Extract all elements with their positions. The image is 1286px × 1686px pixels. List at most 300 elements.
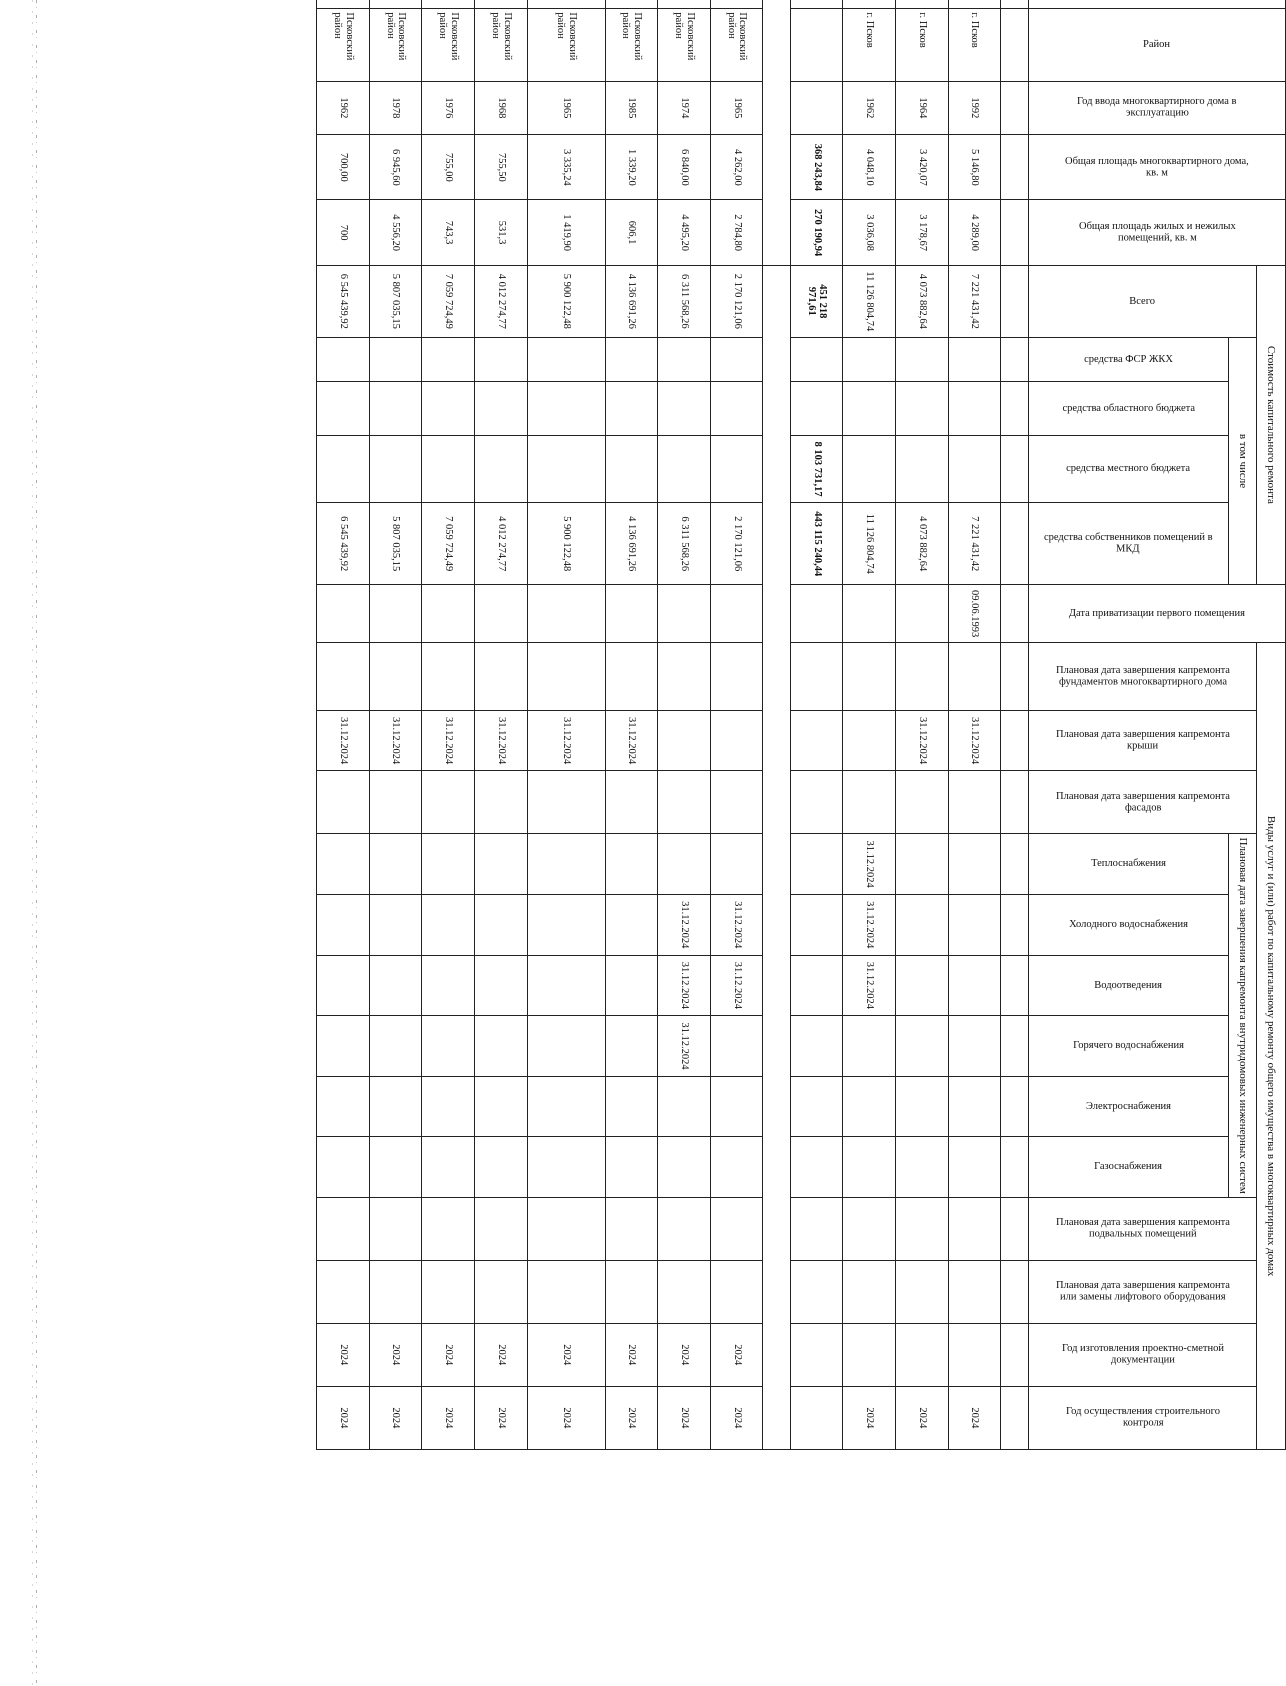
cell-control: 2024 bbox=[605, 1386, 658, 1449]
cell-premises bbox=[1001, 200, 1028, 265]
cell-total: 4 012 274,77 bbox=[475, 265, 528, 337]
cell-facade bbox=[422, 771, 475, 834]
header-cost-total: Всего bbox=[1028, 265, 1257, 337]
header-year-built: Год ввода многоквартирного дома в эксплуатацию bbox=[1028, 81, 1285, 135]
cell-year: 1974 bbox=[658, 81, 711, 135]
cell-premises: 700 bbox=[317, 200, 370, 265]
cell-control: 2024 bbox=[658, 1386, 711, 1449]
cell-hot bbox=[896, 1016, 949, 1077]
cell-design: 2024 bbox=[369, 1323, 422, 1386]
cell-control: 2024 bbox=[896, 1386, 949, 1449]
cell-heating bbox=[605, 834, 658, 895]
cell-fund bbox=[843, 337, 896, 381]
cell-cold bbox=[317, 894, 370, 955]
cell-elec bbox=[710, 1076, 763, 1137]
cell-area: 4 262,00 bbox=[710, 135, 763, 200]
cell-elevator bbox=[948, 1260, 1001, 1323]
total-empty-cell bbox=[790, 337, 843, 381]
cell-regional bbox=[1001, 382, 1028, 436]
cell-cold bbox=[422, 894, 475, 955]
cell-fund bbox=[369, 337, 422, 381]
total-premises: 270 190,94 bbox=[790, 200, 843, 265]
cell-owners: 6 545 439,92 bbox=[317, 503, 370, 585]
cell-heating bbox=[317, 834, 370, 895]
cell-priv bbox=[658, 585, 711, 643]
cell-roof: 31.12.2024 bbox=[317, 710, 370, 771]
cell-facade bbox=[527, 771, 605, 834]
cell-cold bbox=[605, 894, 658, 955]
cell-gas bbox=[605, 1137, 658, 1198]
cell-heating bbox=[896, 834, 949, 895]
cell-priv bbox=[317, 585, 370, 643]
header-fund: средства ФСР ЖКХ bbox=[1028, 337, 1228, 381]
total-empty-cell bbox=[790, 643, 843, 711]
cell-owners: 2 170 121,06 bbox=[710, 503, 763, 585]
header-drainage: Водоотведения bbox=[1028, 955, 1228, 1016]
total-empty-cell bbox=[790, 955, 843, 1016]
cell-elec bbox=[896, 1076, 949, 1137]
cell-total: 2 170 121,06 bbox=[710, 265, 763, 337]
total-empty-cell bbox=[790, 1260, 843, 1323]
table-row bbox=[422, 0, 475, 1450]
cell-control: 2024 bbox=[369, 1386, 422, 1449]
cell-priv bbox=[369, 585, 422, 643]
section-row bbox=[763, 0, 790, 1450]
cell-regional bbox=[475, 382, 528, 436]
header-electricity: Электроснабжения bbox=[1028, 1076, 1228, 1137]
cell-roof: 31.12.2024 bbox=[605, 710, 658, 771]
total-empty-cell bbox=[790, 1323, 843, 1386]
total-empty-cell bbox=[790, 382, 843, 436]
cell-control bbox=[1001, 1386, 1028, 1449]
cell-heating bbox=[658, 834, 711, 895]
cell-elevator bbox=[896, 1260, 949, 1323]
cell-design bbox=[1001, 1323, 1028, 1386]
cell-basement bbox=[527, 1197, 605, 1260]
cell-fund bbox=[710, 337, 763, 381]
cell-type bbox=[1001, 0, 1028, 9]
cell-roof bbox=[1001, 710, 1028, 771]
cell-year bbox=[1001, 81, 1028, 135]
cell-premises: 743,3 bbox=[422, 200, 475, 265]
cell-roof: 31.12.2024 bbox=[369, 710, 422, 771]
cell-area: 755,50 bbox=[475, 135, 528, 200]
header-cost-group: Стоимость капитального ремонта bbox=[1257, 265, 1286, 584]
cell-hot bbox=[605, 1016, 658, 1077]
cell-owners: 4 136 691,26 bbox=[605, 503, 658, 585]
cell-roof: 31.12.2024 bbox=[527, 710, 605, 771]
cell-local bbox=[527, 435, 605, 503]
cell-elevator bbox=[710, 1260, 763, 1323]
cell-heating bbox=[948, 834, 1001, 895]
cell-gas bbox=[475, 1137, 528, 1198]
total-total: 451 218 971,61 bbox=[790, 265, 843, 337]
cell-drain bbox=[948, 955, 1001, 1016]
header-basement: Плановая дата завершения капремонта подвальных помещений bbox=[1028, 1197, 1257, 1260]
cell-fund bbox=[527, 337, 605, 381]
cell-district bbox=[1001, 9, 1028, 81]
cell-fund bbox=[948, 337, 1001, 381]
cell-foundation bbox=[605, 643, 658, 711]
cell-area: 700,00 bbox=[317, 135, 370, 200]
cell-elec bbox=[422, 1076, 475, 1137]
cell-elec bbox=[948, 1076, 1001, 1137]
cell-priv bbox=[843, 585, 896, 643]
cell-elevator bbox=[369, 1260, 422, 1323]
capital-repair-table-sheet bbox=[316, 0, 1286, 1450]
header-premises-area: Общая площадь жилых и нежилых помещений, кв. м bbox=[1028, 200, 1285, 265]
cell-priv bbox=[422, 585, 475, 643]
header-owners: средства собственников помещений в МКД bbox=[1028, 503, 1228, 585]
cell-cold bbox=[527, 894, 605, 955]
cell-area: 1 339,20 bbox=[605, 135, 658, 200]
cell-owners: 4 012 274,77 bbox=[475, 503, 528, 585]
cell-gas bbox=[710, 1137, 763, 1198]
cell-heating bbox=[1001, 834, 1028, 895]
total-empty-cell bbox=[790, 834, 843, 895]
cell-type bbox=[710, 0, 763, 9]
cell-total: 6 311 568,26 bbox=[658, 265, 711, 337]
cell-year: 1962 bbox=[317, 81, 370, 135]
cell-year: 1976 bbox=[422, 81, 475, 135]
cell-hot bbox=[317, 1016, 370, 1077]
scan-edge-shadow bbox=[32, 0, 33, 1686]
cell-hot bbox=[527, 1016, 605, 1077]
cell-type bbox=[948, 0, 1001, 9]
cell-gas bbox=[317, 1137, 370, 1198]
cell-elevator bbox=[1001, 1260, 1028, 1323]
cell-priv: 09.06.1993 bbox=[948, 585, 1001, 643]
cell-area: 3 335,24 bbox=[527, 135, 605, 200]
cell-facade bbox=[658, 771, 711, 834]
header-works-group: Виды услуг и (или) работ по капитальному ремонту общего имущества в многоквартирных домах bbox=[1257, 643, 1286, 1450]
table-row bbox=[369, 0, 422, 1450]
total-area: 368 243,84 bbox=[790, 135, 843, 200]
cell-total: 11 126 804,74 bbox=[843, 265, 896, 337]
cell-cold bbox=[948, 894, 1001, 955]
cell-foundation bbox=[948, 643, 1001, 711]
cell-owners bbox=[1001, 503, 1028, 585]
header-gas: Газоснабжения bbox=[1028, 1137, 1228, 1198]
cell-foundation bbox=[896, 643, 949, 711]
cell-basement bbox=[475, 1197, 528, 1260]
cell-year: 1965 bbox=[710, 81, 763, 135]
cell-control: 2024 bbox=[843, 1386, 896, 1449]
cell-hot bbox=[710, 1016, 763, 1077]
cell-type bbox=[317, 0, 370, 9]
cell-drain bbox=[896, 955, 949, 1016]
cell-priv bbox=[896, 585, 949, 643]
cell-facade bbox=[948, 771, 1001, 834]
cell-year: 1992 bbox=[948, 81, 1001, 135]
section-empty bbox=[763, 265, 790, 1449]
cell-owners: 5 900 122,48 bbox=[527, 503, 605, 585]
cell-basement bbox=[658, 1197, 711, 1260]
cell-foundation bbox=[369, 643, 422, 711]
cell-heating bbox=[475, 834, 528, 895]
cell-gas bbox=[369, 1137, 422, 1198]
cell-owners: 7 221 431,42 bbox=[948, 503, 1001, 585]
header-including: в том числе bbox=[1228, 337, 1257, 584]
cell-fund bbox=[896, 337, 949, 381]
header-roof: Плановая дата завершения капремонта крыши bbox=[1028, 710, 1257, 771]
cell-owners: 5 807 035,15 bbox=[369, 503, 422, 585]
cell-local bbox=[317, 435, 370, 503]
table-row bbox=[843, 0, 896, 1450]
total-empty-cell bbox=[790, 1076, 843, 1137]
cell-area bbox=[1001, 135, 1028, 200]
cell-elevator bbox=[317, 1260, 370, 1323]
cell-premises: 1 419,90 bbox=[527, 200, 605, 265]
cell-premises: 4 556,20 bbox=[369, 200, 422, 265]
cell-type bbox=[605, 0, 658, 9]
cell-type bbox=[422, 0, 475, 9]
cell-district: Псковский район bbox=[422, 9, 475, 81]
table-row bbox=[1001, 0, 1028, 1450]
cell-control: 2024 bbox=[948, 1386, 1001, 1449]
cell-foundation bbox=[658, 643, 711, 711]
cell-district: Псковский район bbox=[605, 9, 658, 81]
cell-basement bbox=[710, 1197, 763, 1260]
cell-regional bbox=[369, 382, 422, 436]
cell-local bbox=[369, 435, 422, 503]
cell-fund bbox=[317, 337, 370, 381]
cell-owners: 4 073 882,64 bbox=[896, 503, 949, 585]
cell-elec bbox=[1001, 1076, 1028, 1137]
cell-elevator bbox=[422, 1260, 475, 1323]
cell-premises: 606,1 bbox=[605, 200, 658, 265]
header-privatization: Дата приватизации первого помещения bbox=[1028, 585, 1285, 643]
section-title bbox=[763, 0, 790, 265]
cell-area: 6 840,00 bbox=[658, 135, 711, 200]
header-control-year: Год осуществления строительного контроля bbox=[1028, 1386, 1257, 1449]
cell-elec bbox=[605, 1076, 658, 1137]
header-type bbox=[1028, 0, 1285, 9]
cell-basement bbox=[605, 1197, 658, 1260]
cell-roof bbox=[710, 710, 763, 771]
cell-facade bbox=[475, 771, 528, 834]
header-regional: средства областного бюджета bbox=[1028, 382, 1228, 436]
cell-regional bbox=[710, 382, 763, 436]
cell-roof: 31.12.2024 bbox=[422, 710, 475, 771]
cell-local bbox=[710, 435, 763, 503]
cell-cold: 31.12.2024 bbox=[843, 894, 896, 955]
total-empty-cell bbox=[790, 9, 843, 81]
total-empty-cell bbox=[790, 710, 843, 771]
cell-elec bbox=[658, 1076, 711, 1137]
cell-facade bbox=[710, 771, 763, 834]
cell-owners: 6 311 568,26 bbox=[658, 503, 711, 585]
cell-priv bbox=[710, 585, 763, 643]
cell-gas bbox=[527, 1137, 605, 1198]
header-systems-group: Плановая дата завершения капремонта внутридомовых инженерных систем bbox=[1228, 834, 1257, 1198]
cell-elec bbox=[475, 1076, 528, 1137]
cell-fund bbox=[475, 337, 528, 381]
total-empty-cell bbox=[790, 585, 843, 643]
cell-drain: 31.12.2024 bbox=[843, 955, 896, 1016]
cell-local bbox=[896, 435, 949, 503]
cell-total: 5 900 122,48 bbox=[527, 265, 605, 337]
table-row bbox=[658, 0, 711, 1450]
cell-local bbox=[605, 435, 658, 503]
total-empty-cell bbox=[790, 0, 843, 9]
cell-basement bbox=[317, 1197, 370, 1260]
cell-elec bbox=[369, 1076, 422, 1137]
table-row bbox=[710, 0, 763, 1450]
cell-local bbox=[948, 435, 1001, 503]
cell-type bbox=[475, 0, 528, 9]
cell-priv bbox=[475, 585, 528, 643]
cell-hot bbox=[422, 1016, 475, 1077]
cell-basement bbox=[422, 1197, 475, 1260]
cell-foundation bbox=[843, 643, 896, 711]
cell-district: Псковский район bbox=[658, 9, 711, 81]
cell-regional bbox=[605, 382, 658, 436]
cell-type bbox=[896, 0, 949, 9]
cell-hot: 31.12.2024 bbox=[658, 1016, 711, 1077]
cell-control: 2024 bbox=[710, 1386, 763, 1449]
cell-type bbox=[369, 0, 422, 9]
cell-design bbox=[843, 1323, 896, 1386]
cell-control: 2024 bbox=[475, 1386, 528, 1449]
cell-regional bbox=[896, 382, 949, 436]
cell-premises: 4 495,20 bbox=[658, 200, 711, 265]
cell-gas bbox=[658, 1137, 711, 1198]
cell-priv bbox=[605, 585, 658, 643]
total-empty-cell bbox=[790, 1197, 843, 1260]
cell-heating bbox=[369, 834, 422, 895]
cell-year: 1965 bbox=[527, 81, 605, 135]
cell-district: Псковский район bbox=[527, 9, 605, 81]
cell-priv bbox=[527, 585, 605, 643]
cell-design: 2024 bbox=[317, 1323, 370, 1386]
cell-cold bbox=[369, 894, 422, 955]
cell-premises: 531,3 bbox=[475, 200, 528, 265]
table-row bbox=[527, 0, 605, 1450]
cell-elec bbox=[317, 1076, 370, 1137]
cell-cold bbox=[1001, 894, 1028, 955]
cell-fund bbox=[658, 337, 711, 381]
total-empty-cell bbox=[790, 894, 843, 955]
cell-design: 2024 bbox=[527, 1323, 605, 1386]
cell-priv bbox=[1001, 585, 1028, 643]
cell-area: 3 420,07 bbox=[896, 135, 949, 200]
cell-control: 2024 bbox=[527, 1386, 605, 1449]
cell-roof bbox=[658, 710, 711, 771]
cell-area: 755,00 bbox=[422, 135, 475, 200]
cell-regional bbox=[317, 382, 370, 436]
total-empty-cell bbox=[790, 1137, 843, 1198]
header-local: средства местного бюджета bbox=[1028, 435, 1228, 503]
cell-elevator bbox=[658, 1260, 711, 1323]
cell-basement bbox=[369, 1197, 422, 1260]
cell-year: 1964 bbox=[896, 81, 949, 135]
cell-roof bbox=[843, 710, 896, 771]
cell-gas bbox=[422, 1137, 475, 1198]
table-row bbox=[605, 0, 658, 1450]
scan-edge bbox=[36, 0, 37, 1686]
cell-basement bbox=[1001, 1197, 1028, 1260]
total-empty-cell bbox=[790, 1386, 843, 1449]
cell-design bbox=[948, 1323, 1001, 1386]
cell-heating bbox=[710, 834, 763, 895]
cell-drain bbox=[422, 955, 475, 1016]
cell-foundation bbox=[475, 643, 528, 711]
cell-total: 5 807 035,15 bbox=[369, 265, 422, 337]
cell-elevator bbox=[527, 1260, 605, 1323]
cell-elevator bbox=[605, 1260, 658, 1323]
cell-local bbox=[475, 435, 528, 503]
cell-drain: 31.12.2024 bbox=[658, 955, 711, 1016]
cell-elevator bbox=[843, 1260, 896, 1323]
cell-district: Псковский район bbox=[317, 9, 370, 81]
cell-facade bbox=[1001, 771, 1028, 834]
cell-owners: 11 126 804,74 bbox=[843, 503, 896, 585]
total-empty-cell bbox=[790, 81, 843, 135]
cell-design: 2024 bbox=[710, 1323, 763, 1386]
cell-area: 5 146,80 bbox=[948, 135, 1001, 200]
cell-drain bbox=[475, 955, 528, 1016]
cell-foundation bbox=[710, 643, 763, 711]
cell-cold bbox=[475, 894, 528, 955]
cell-control: 2024 bbox=[317, 1386, 370, 1449]
cell-elec bbox=[527, 1076, 605, 1137]
table-row bbox=[475, 0, 528, 1450]
cell-total: 7 221 431,42 bbox=[948, 265, 1001, 337]
cell-foundation bbox=[527, 643, 605, 711]
cell-local bbox=[843, 435, 896, 503]
cell-elec bbox=[843, 1076, 896, 1137]
cell-regional bbox=[527, 382, 605, 436]
table-row bbox=[317, 0, 370, 1450]
cell-heating bbox=[422, 834, 475, 895]
cell-facade bbox=[896, 771, 949, 834]
total-local: 8 103 731,17 bbox=[790, 435, 843, 503]
total-owners: 443 115 240,44 bbox=[790, 503, 843, 585]
cell-drain bbox=[527, 955, 605, 1016]
cell-facade bbox=[843, 771, 896, 834]
cell-control: 2024 bbox=[422, 1386, 475, 1449]
cell-district: г. Псков bbox=[843, 9, 896, 81]
cell-drain bbox=[369, 955, 422, 1016]
cell-regional bbox=[948, 382, 1001, 436]
header-cold-water: Холодного водоснабжения bbox=[1028, 894, 1228, 955]
total-row bbox=[790, 0, 843, 1450]
cell-total bbox=[1001, 265, 1028, 337]
cell-hot bbox=[948, 1016, 1001, 1077]
cell-premises: 3 178,67 bbox=[896, 200, 949, 265]
header-district: Район bbox=[1028, 9, 1285, 81]
cell-fund bbox=[1001, 337, 1028, 381]
header-foundation: Плановая дата завершения капремонта фундаментов многоквартирного дома bbox=[1028, 643, 1257, 711]
cell-regional bbox=[658, 382, 711, 436]
cell-type bbox=[658, 0, 711, 9]
table-row bbox=[948, 0, 1001, 1450]
total-empty-cell bbox=[790, 1016, 843, 1077]
header-elevator: Плановая дата завершения капремонта или замены лифтового оборудования bbox=[1028, 1260, 1257, 1323]
cell-gas bbox=[896, 1137, 949, 1198]
cell-gas bbox=[1001, 1137, 1028, 1198]
cell-design: 2024 bbox=[475, 1323, 528, 1386]
cell-area: 6 945,60 bbox=[369, 135, 422, 200]
cell-facade bbox=[605, 771, 658, 834]
cell-premises: 2 784,80 bbox=[710, 200, 763, 265]
cell-heating bbox=[527, 834, 605, 895]
cell-total: 4 136 691,26 bbox=[605, 265, 658, 337]
cell-district: г. Псков bbox=[948, 9, 1001, 81]
cell-basement bbox=[896, 1197, 949, 1260]
cell-year: 1985 bbox=[605, 81, 658, 135]
